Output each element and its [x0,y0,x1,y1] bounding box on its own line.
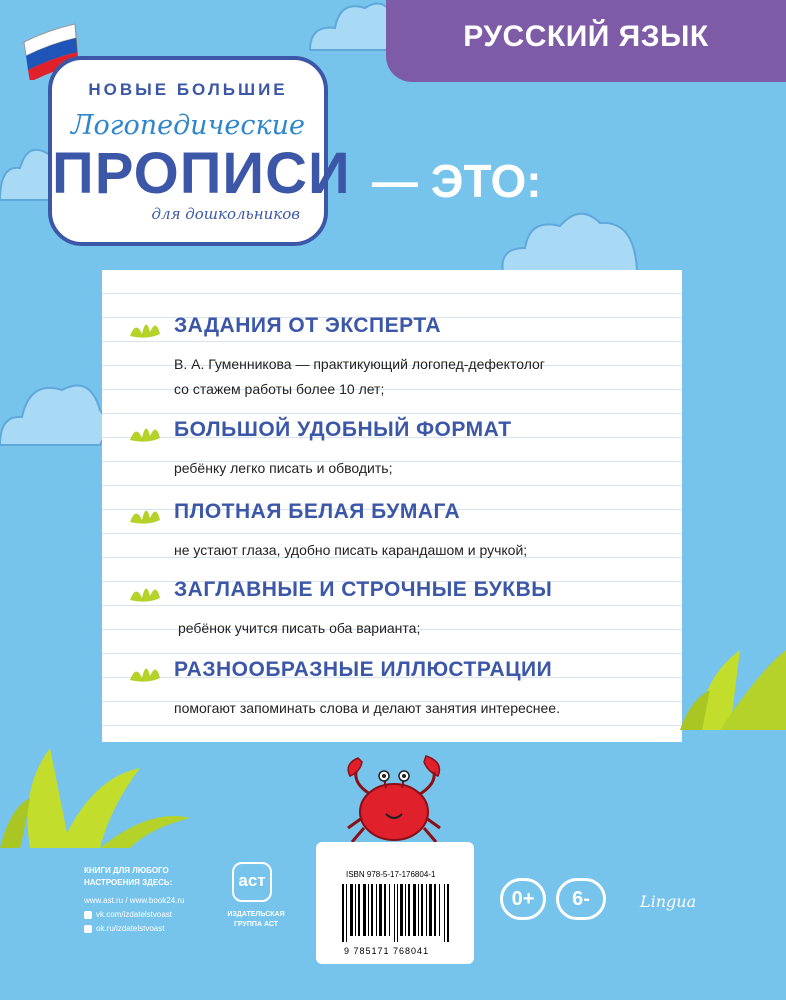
features-paper [102,270,682,742]
age-rating-badge: 6- [556,878,606,920]
logo-script-title: Логопедические [71,110,305,141]
feature-text-line: не устают глаза, удобно писать карандашом и ручкой; [174,542,528,558]
feature-text [174,696,560,721]
cloud-decoration [0,355,110,455]
logo-subtitle: НОВЫЕ БОЛЬШИЕ [88,80,288,99]
isbn-text: ISBN 978-5-17-176804-1 [346,870,436,879]
publisher-name-line: ИЗДАТЕЛЬСКАЯ [227,911,285,918]
publisher-name-line: ГРУППА АСТ [234,921,278,928]
feature-text-line: со стажем работы более 10 лет; [174,381,385,397]
feature-text [174,352,545,402]
feature-title: ЗАДАНИЯ ОТ ЭКСПЕРТА [174,314,442,337]
feature-title: ПЛОТНАЯ БЕЛАЯ БУМАГА [174,500,461,523]
footer-ok-link[interactable]: ok.ru/izdatelstvoast [96,924,165,933]
imprint-logo: Lingua [640,892,697,911]
plant-illustration [680,620,786,730]
leaf-icon [128,314,164,340]
footer-vk-link[interactable]: vk.com/izdatelstvoast [96,910,173,919]
ast-logo-icon: аст [232,862,272,902]
feature-text-line: ребёнок учится писать оба варианта; [178,620,421,636]
feature-text-line: В. А. Гуменникова — практикующий логопед-дефектолог [174,356,545,372]
footer-heading: НАСТРОЕНИЯ ЗДЕСЬ: [84,878,173,887]
series-logo [48,56,351,246]
subject-tag-label: РУССКИЙ ЯЗЫК [463,20,709,53]
feature-text-line: ребёнку легко писать и обводить; [174,460,393,476]
feature-title: ЗАГЛАВНЫЕ И СТРОЧНЫЕ БУКВЫ [174,578,553,601]
feature-text [174,456,392,481]
publisher-logo [227,862,286,936]
intro-text: — ЭТО: [372,155,542,207]
crab-illustration [340,748,448,848]
age-rating-badge: 0+ [500,878,546,920]
cloud-decoration [495,198,645,278]
feature-title: БОЛЬШОЙ УДОБНЫЙ ФОРМАТ [174,418,512,441]
barcode-icon [342,884,450,942]
leaf-icon [128,578,164,604]
barcode-number: 9 785171 768041 [344,946,430,956]
feature-text-line: помогают запоминать слова и делают занятия интереснее. [174,700,560,716]
footer-site-link[interactable]: www.ast.ru / www.book24.ru [84,896,185,905]
subject-tag [386,0,786,82]
logo-small-title: для дошкольников [151,205,300,223]
plant-illustration [0,728,200,848]
ok-icon [84,925,92,933]
leaf-icon [128,418,164,444]
logo-main-title: ПРОПИСИ [52,141,351,206]
feature-title: РАЗНООБРАЗНЫЕ ИЛЛЮСТРАЦИИ [174,658,553,681]
feature-text [178,616,420,641]
publisher-name [226,910,286,930]
leaf-icon [128,500,164,526]
vk-icon [84,911,92,919]
footer-heading: КНИГИ ДЛЯ ЛЮБОГО [84,866,169,875]
feature-text [174,538,527,563]
leaf-icon [128,658,164,684]
barcode-panel [316,842,474,964]
